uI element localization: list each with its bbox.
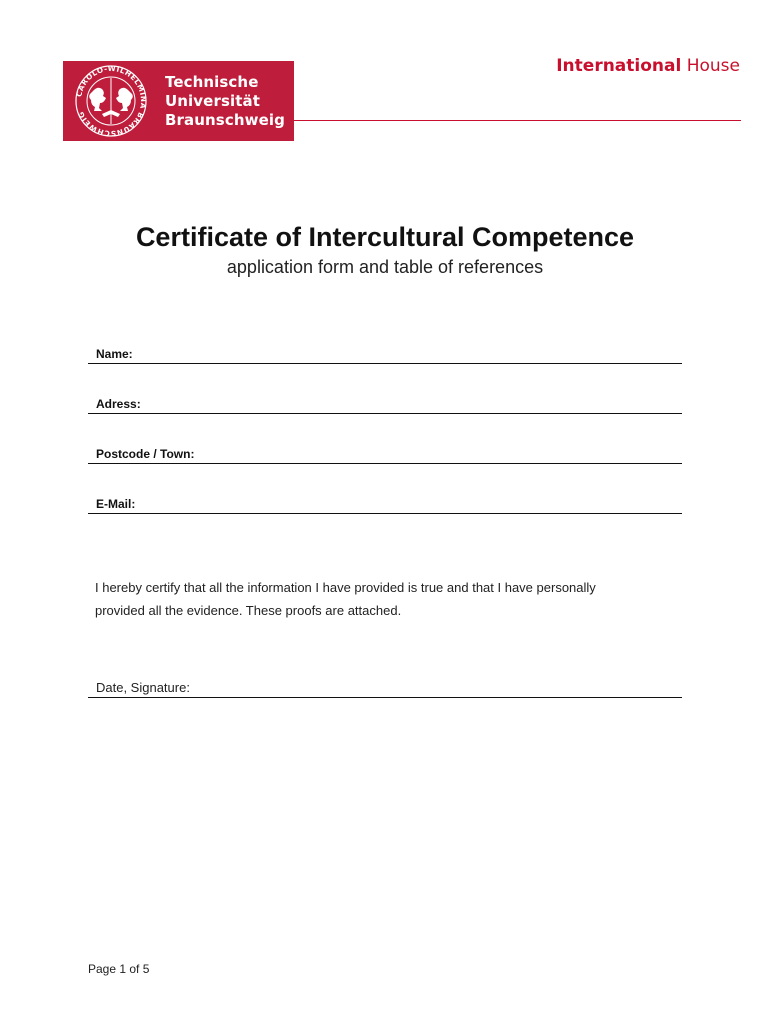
address-field-label: Adress: [96, 397, 141, 411]
address-field[interactable] [88, 395, 682, 414]
date-signature-field[interactable] [88, 679, 682, 698]
postcode-town-field[interactable] [88, 445, 682, 464]
university-name [165, 73, 285, 130]
department-label-regular: House [686, 56, 740, 76]
page-number: Page 1 of 5 [88, 962, 150, 976]
university-seal-icon [74, 64, 148, 138]
email-field-label: E-Mail: [96, 497, 136, 511]
svg-text:CAROLO-WILHELMINA BRAUNSCHWEIG: CAROLO-WILHELMINA BRAUNSCHWEIG [74, 64, 148, 138]
name-field[interactable] [88, 345, 682, 364]
date-signature-label: Date, Signature: [96, 680, 190, 695]
department-label-bold: International [556, 56, 682, 76]
university-name-line-1: Technische [165, 73, 259, 91]
document-subtitle: application form and table of references [226, 257, 544, 277]
department-label [556, 56, 740, 76]
tu-braunschweig-logo [63, 61, 294, 141]
document-title: Certificate of Intercultural Competence [135, 222, 635, 252]
postcode-town-field-label: Postcode / Town: [96, 447, 195, 461]
university-name-line-2: Universität [165, 92, 260, 110]
header-rule [294, 120, 741, 121]
declaration-line-2: provided all the evidence. These proofs are attached. [95, 603, 402, 618]
declaration-line-1: I hereby certify that all the information I have provided is true and that I have personally [95, 580, 596, 595]
email-field[interactable] [88, 495, 682, 514]
declaration-text [95, 576, 695, 622]
name-field-label: Name: [96, 347, 133, 361]
university-name-line-3: Braunschweig [165, 111, 285, 129]
